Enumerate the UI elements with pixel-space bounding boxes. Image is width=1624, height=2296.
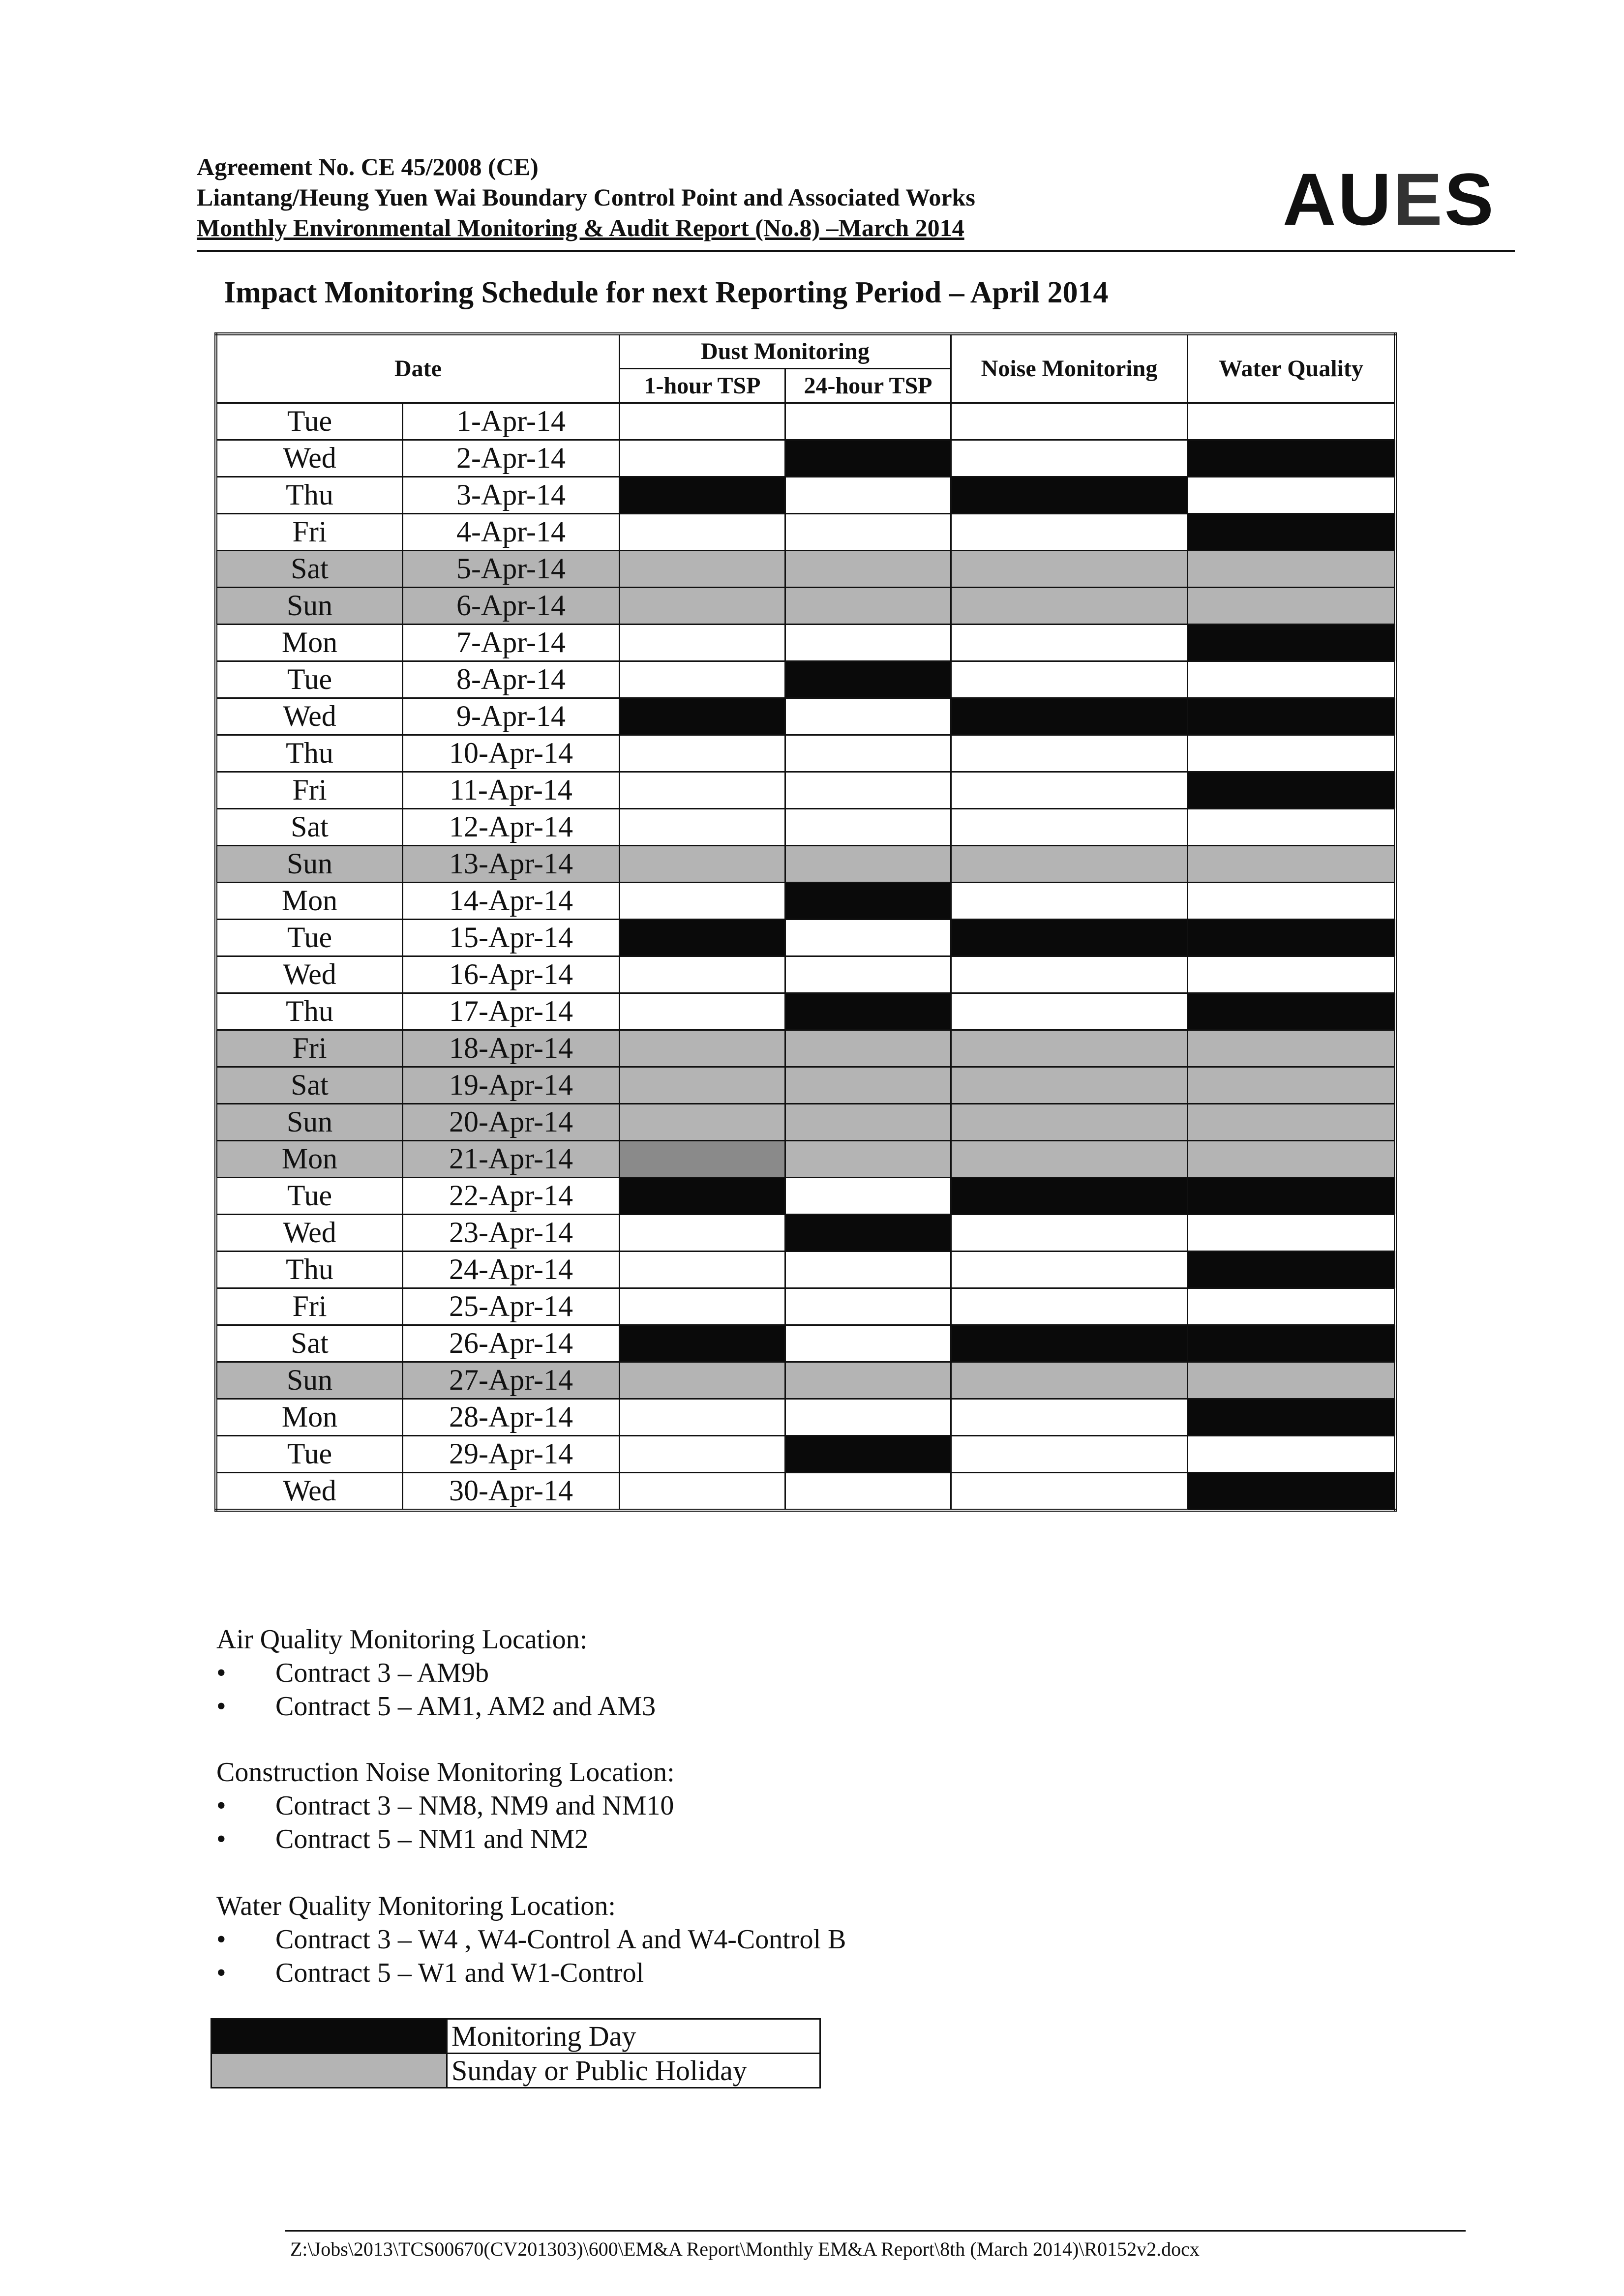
cell-24hour-tsp — [785, 772, 951, 808]
header-24hour-tsp: 24-hour TSP — [785, 368, 951, 403]
cell-water-quality — [1188, 1325, 1396, 1362]
row-day: Tue — [216, 403, 403, 440]
row-day: Sun — [216, 1362, 403, 1399]
row-date: 7-Apr-14 — [403, 624, 620, 661]
row-date: 29-Apr-14 — [403, 1435, 620, 1472]
water-quality-heading: Water Quality Monitoring Location: — [216, 1891, 616, 1921]
row-day: Fri — [216, 1288, 403, 1325]
cell-24hour-tsp — [785, 735, 951, 772]
row-date: 13-Apr-14 — [403, 845, 620, 882]
cell-noise — [951, 919, 1188, 956]
cell-24hour-tsp — [785, 587, 951, 624]
schedule-row — [216, 1140, 1395, 1177]
noise-heading: Construction Noise Monitoring Location: — [216, 1757, 675, 1788]
row-date: 2-Apr-14 — [403, 440, 620, 477]
cell-water-quality — [1188, 661, 1396, 698]
row-date: 25-Apr-14 — [403, 1288, 620, 1325]
cell-24hour-tsp — [785, 1030, 951, 1067]
cell-24hour-tsp — [785, 956, 951, 993]
row-date: 28-Apr-14 — [403, 1399, 620, 1435]
schedule-row — [216, 845, 1395, 882]
cell-1hour-tsp — [620, 550, 785, 587]
cell-24hour-tsp — [785, 440, 951, 477]
header-noise-monitoring: Noise Monitoring — [951, 334, 1188, 403]
cell-water-quality — [1188, 735, 1396, 772]
row-date: 26-Apr-14 — [403, 1325, 620, 1362]
cell-noise — [951, 1214, 1188, 1251]
cell-noise — [951, 661, 1188, 698]
cell-noise — [951, 477, 1188, 513]
cell-noise — [951, 624, 1188, 661]
legend-monitoring-label: Monitoring Day — [447, 2019, 820, 2054]
row-date: 16-Apr-14 — [403, 956, 620, 993]
noise-contract3: • Contract 3 – NM8, NM9 and NM10 — [216, 1789, 675, 1822]
cell-1hour-tsp — [620, 403, 785, 440]
cell-noise — [951, 1140, 1188, 1177]
cell-noise — [951, 1288, 1188, 1325]
cell-1hour-tsp — [620, 624, 785, 661]
row-day: Wed — [216, 698, 403, 735]
cell-1hour-tsp — [620, 1140, 785, 1177]
cell-1hour-tsp — [620, 1435, 785, 1472]
cell-24hour-tsp — [785, 1140, 951, 1177]
cell-24hour-tsp — [785, 1435, 951, 1472]
cell-24hour-tsp — [785, 1214, 951, 1251]
cell-water-quality — [1188, 698, 1396, 735]
cell-water-quality — [1188, 845, 1396, 882]
row-day: Fri — [216, 1030, 403, 1067]
row-day: Tue — [216, 661, 403, 698]
cell-1hour-tsp — [620, 1214, 785, 1251]
cell-noise — [951, 587, 1188, 624]
row-day: Thu — [216, 477, 403, 513]
row-day: Tue — [216, 1435, 403, 1472]
cell-noise — [951, 1067, 1188, 1103]
cell-noise — [951, 1362, 1188, 1399]
row-day: Wed — [216, 956, 403, 993]
cell-24hour-tsp — [785, 1103, 951, 1140]
row-date: 30-Apr-14 — [403, 1472, 620, 1510]
row-day: Sat — [216, 1067, 403, 1103]
cell-noise — [951, 735, 1188, 772]
cell-24hour-tsp — [785, 661, 951, 698]
cell-24hour-tsp — [785, 550, 951, 587]
cell-noise — [951, 1030, 1188, 1067]
row-day: Thu — [216, 735, 403, 772]
row-date: 23-Apr-14 — [403, 1214, 620, 1251]
cell-water-quality — [1188, 882, 1396, 919]
cell-water-quality — [1188, 1177, 1396, 1214]
row-day: Mon — [216, 882, 403, 919]
row-day: Sun — [216, 1103, 403, 1140]
cell-1hour-tsp — [620, 1325, 785, 1362]
row-date: 22-Apr-14 — [403, 1177, 620, 1214]
noise-locations — [216, 1756, 675, 1856]
monitoring-schedule-table — [214, 332, 1397, 1512]
cell-noise — [951, 1325, 1188, 1362]
cell-1hour-tsp — [620, 735, 785, 772]
cell-1hour-tsp — [620, 661, 785, 698]
row-date: 6-Apr-14 — [403, 587, 620, 624]
schedule-row — [216, 1325, 1395, 1362]
cell-24hour-tsp — [785, 698, 951, 735]
cell-24hour-tsp — [785, 845, 951, 882]
file-path-footer: Z:\Jobs\2013\TCS00670(CV201303)\600\EM&A Report\Monthly EM&A Report\8th (March 2014)\R0152v2.docx — [290, 2238, 1200, 2260]
row-date: 8-Apr-14 — [403, 661, 620, 698]
row-date: 24-Apr-14 — [403, 1251, 620, 1288]
cell-24hour-tsp — [785, 1251, 951, 1288]
cell-water-quality — [1188, 513, 1396, 550]
schedule-row — [216, 513, 1395, 550]
header-dust-monitoring: Dust Monitoring — [620, 334, 951, 368]
cell-24hour-tsp — [785, 513, 951, 550]
row-day: Tue — [216, 919, 403, 956]
cell-1hour-tsp — [620, 845, 785, 882]
aues-logo: AUES — [1283, 158, 1496, 240]
cell-noise — [951, 845, 1188, 882]
schedule-row — [216, 1214, 1395, 1251]
cell-24hour-tsp — [785, 1177, 951, 1214]
cell-noise — [951, 772, 1188, 808]
header-divider — [197, 250, 1515, 252]
row-date: 12-Apr-14 — [403, 808, 620, 845]
cell-1hour-tsp — [620, 808, 785, 845]
cell-1hour-tsp — [620, 956, 785, 993]
cell-24hour-tsp — [785, 1325, 951, 1362]
cell-water-quality — [1188, 1399, 1396, 1435]
cell-water-quality — [1188, 1214, 1396, 1251]
cell-noise — [951, 440, 1188, 477]
report-title: Monthly Environmental Monitoring & Audit Report (No.8) –March 2014 — [197, 214, 964, 241]
water-quality-locations — [216, 1889, 846, 1990]
cell-24hour-tsp — [785, 808, 951, 845]
cell-1hour-tsp — [620, 587, 785, 624]
schedule-row — [216, 882, 1395, 919]
legend — [211, 2018, 821, 2088]
row-day: Sat — [216, 550, 403, 587]
row-date: 19-Apr-14 — [403, 1067, 620, 1103]
row-date: 1-Apr-14 — [403, 403, 620, 440]
cell-1hour-tsp — [620, 1472, 785, 1510]
row-day: Fri — [216, 513, 403, 550]
cell-24hour-tsp — [785, 1472, 951, 1510]
row-day: Thu — [216, 993, 403, 1030]
row-day: Tue — [216, 1177, 403, 1214]
cell-noise — [951, 993, 1188, 1030]
row-date: 17-Apr-14 — [403, 993, 620, 1030]
page-title: Impact Monitoring Schedule for next Reporting Period – April 2014 — [224, 276, 1109, 309]
water-quality-contract3: • Contract 3 – W4 , W4-Control A and W4-Control B — [216, 1923, 846, 1956]
cell-24hour-tsp — [785, 993, 951, 1030]
cell-24hour-tsp — [785, 882, 951, 919]
cell-24hour-tsp — [785, 1362, 951, 1399]
cell-water-quality — [1188, 624, 1396, 661]
cell-noise — [951, 1251, 1188, 1288]
cell-1hour-tsp — [620, 919, 785, 956]
legend-holiday-label: Sunday or Public Holiday — [447, 2054, 820, 2088]
cell-1hour-tsp — [620, 1030, 785, 1067]
schedule-row — [216, 1362, 1395, 1399]
row-date: 20-Apr-14 — [403, 1103, 620, 1140]
header-date: Date — [216, 334, 620, 403]
schedule-row — [216, 550, 1395, 587]
row-date: 21-Apr-14 — [403, 1140, 620, 1177]
schedule-row — [216, 735, 1395, 772]
schedule-row — [216, 1288, 1395, 1325]
row-day: Mon — [216, 1140, 403, 1177]
schedule-row — [216, 1067, 1395, 1103]
schedule-row — [216, 587, 1395, 624]
schedule-row — [216, 993, 1395, 1030]
cell-noise — [951, 882, 1188, 919]
header-water-quality: Water Quality — [1188, 334, 1396, 403]
project-name: Liantang/Heung Yuen Wai Boundary Control Point and Associated Works — [197, 183, 975, 211]
cell-1hour-tsp — [620, 882, 785, 919]
cell-24hour-tsp — [785, 919, 951, 956]
cell-noise — [951, 1103, 1188, 1140]
row-date: 27-Apr-14 — [403, 1362, 620, 1399]
cell-1hour-tsp — [620, 1103, 785, 1140]
schedule-row — [216, 624, 1395, 661]
row-date: 9-Apr-14 — [403, 698, 620, 735]
cell-water-quality — [1188, 1067, 1396, 1103]
cell-water-quality — [1188, 1140, 1396, 1177]
cell-noise — [951, 513, 1188, 550]
schedule-row — [216, 956, 1395, 993]
row-day: Mon — [216, 624, 403, 661]
schedule-row — [216, 919, 1395, 956]
row-day: Mon — [216, 1399, 403, 1435]
row-date: 14-Apr-14 — [403, 882, 620, 919]
cell-water-quality — [1188, 993, 1396, 1030]
cell-water-quality — [1188, 808, 1396, 845]
legend-monitoring-swatch — [211, 2019, 447, 2054]
cell-1hour-tsp — [620, 1362, 785, 1399]
cell-24hour-tsp — [785, 1399, 951, 1435]
row-date: 3-Apr-14 — [403, 477, 620, 513]
agreement-number: Agreement No. CE 45/2008 (CE) — [197, 153, 539, 180]
water-quality-contract5: • Contract 5 – W1 and W1-Control — [216, 1956, 846, 1990]
cell-24hour-tsp — [785, 1288, 951, 1325]
cell-noise — [951, 956, 1188, 993]
cell-noise — [951, 1399, 1188, 1435]
row-date: 4-Apr-14 — [403, 513, 620, 550]
cell-water-quality — [1188, 403, 1396, 440]
schedule-row — [216, 403, 1395, 440]
cell-1hour-tsp — [620, 1067, 785, 1103]
cell-water-quality — [1188, 1288, 1396, 1325]
cell-noise — [951, 550, 1188, 587]
schedule-row — [216, 808, 1395, 845]
cell-water-quality — [1188, 1435, 1396, 1472]
cell-1hour-tsp — [620, 513, 785, 550]
cell-water-quality — [1188, 550, 1396, 587]
cell-24hour-tsp — [785, 477, 951, 513]
row-date: 5-Apr-14 — [403, 550, 620, 587]
air-quality-contract5: • Contract 5 – AM1, AM2 and AM3 — [216, 1690, 656, 1723]
schedule-row — [216, 772, 1395, 808]
row-day: Sat — [216, 808, 403, 845]
row-date: 18-Apr-14 — [403, 1030, 620, 1067]
cell-water-quality — [1188, 919, 1396, 956]
schedule-row — [216, 1251, 1395, 1288]
schedule-row — [216, 477, 1395, 513]
schedule-row — [216, 1177, 1395, 1214]
cell-24hour-tsp — [785, 624, 951, 661]
row-date: 10-Apr-14 — [403, 735, 620, 772]
row-day: Wed — [216, 1472, 403, 1510]
cell-1hour-tsp — [620, 440, 785, 477]
row-day: Fri — [216, 772, 403, 808]
cell-1hour-tsp — [620, 772, 785, 808]
cell-1hour-tsp — [620, 1251, 785, 1288]
cell-water-quality — [1188, 1251, 1396, 1288]
air-quality-heading: Air Quality Monitoring Location: — [216, 1624, 588, 1655]
noise-contract5: • Contract 5 – NM1 and NM2 — [216, 1822, 675, 1856]
cell-water-quality — [1188, 1362, 1396, 1399]
row-day: Sat — [216, 1325, 403, 1362]
row-day: Sun — [216, 845, 403, 882]
row-day: Sun — [216, 587, 403, 624]
cell-noise — [951, 698, 1188, 735]
cell-water-quality — [1188, 477, 1396, 513]
cell-water-quality — [1188, 1030, 1396, 1067]
schedule-row — [216, 698, 1395, 735]
air-quality-contract3: • Contract 3 – AM9b — [216, 1656, 656, 1690]
row-day: Thu — [216, 1251, 403, 1288]
cell-1hour-tsp — [620, 1288, 785, 1325]
row-date: 11-Apr-14 — [403, 772, 620, 808]
cell-noise — [951, 808, 1188, 845]
header-1hour-tsp: 1-hour TSP — [620, 368, 785, 403]
schedule-row — [216, 661, 1395, 698]
cell-1hour-tsp — [620, 698, 785, 735]
cell-1hour-tsp — [620, 1399, 785, 1435]
cell-water-quality — [1188, 956, 1396, 993]
footer-divider — [285, 2230, 1466, 2232]
row-day: Wed — [216, 1214, 403, 1251]
schedule-row — [216, 1472, 1395, 1510]
schedule-row — [216, 1030, 1395, 1067]
cell-24hour-tsp — [785, 403, 951, 440]
cell-noise — [951, 1472, 1188, 1510]
cell-water-quality — [1188, 772, 1396, 808]
cell-1hour-tsp — [620, 477, 785, 513]
cell-water-quality — [1188, 440, 1396, 477]
cell-water-quality — [1188, 587, 1396, 624]
cell-water-quality — [1188, 1472, 1396, 1510]
cell-24hour-tsp — [785, 1067, 951, 1103]
cell-noise — [951, 1435, 1188, 1472]
schedule-row — [216, 1103, 1395, 1140]
row-date: 15-Apr-14 — [403, 919, 620, 956]
cell-water-quality — [1188, 1103, 1396, 1140]
row-day: Wed — [216, 440, 403, 477]
schedule-row — [216, 1435, 1395, 1472]
air-quality-locations — [216, 1623, 656, 1723]
legend-holiday-swatch — [211, 2054, 447, 2088]
cell-noise — [951, 403, 1188, 440]
cell-noise — [951, 1177, 1188, 1214]
schedule-row — [216, 1399, 1395, 1435]
cell-1hour-tsp — [620, 993, 785, 1030]
schedule-row — [216, 440, 1395, 477]
cell-1hour-tsp — [620, 1177, 785, 1214]
